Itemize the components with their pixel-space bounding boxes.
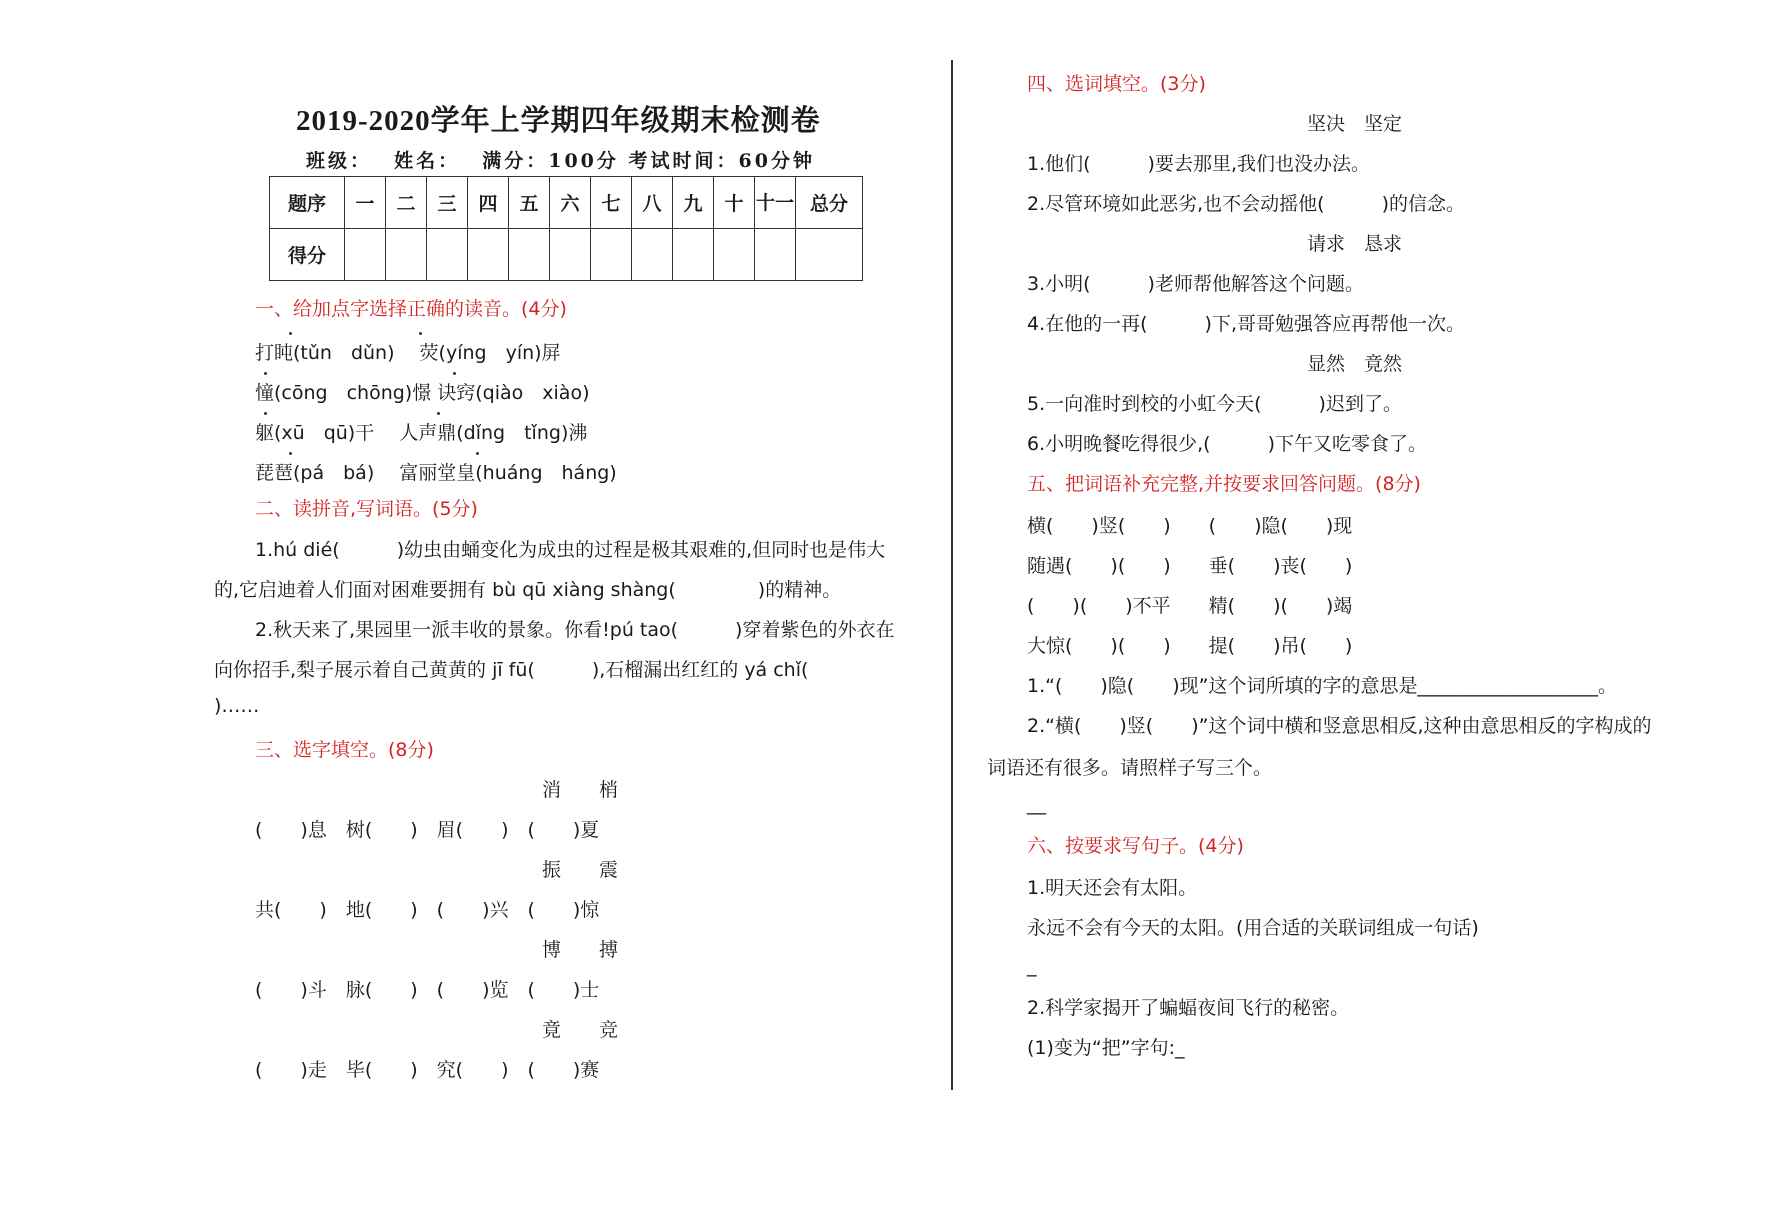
question: 2.科学家揭开了蝙蝠夜间飞行的秘密。 — [1027, 997, 1350, 1019]
score-table — [269, 176, 863, 281]
section2-line: 的,它启迪着人们面对困难要拥有 bù qū xiàng shàng( )的精神。 — [214, 579, 842, 601]
question: 6.小明晚餐吃得很少,( )下午又吃零食了。 — [1027, 433, 1427, 455]
section5-heading: 五、把词语补充完整,并按要求回答问题。(8分) — [1027, 473, 1421, 495]
question: 2.尽管环境如此恶劣,也不会动摇他( )的信念。 — [1027, 193, 1465, 215]
emphasis-dot — [437, 412, 440, 415]
score-cell[interactable] — [427, 229, 468, 281]
answer-blank[interactable]: __ — [1027, 793, 1046, 815]
choice-words: 显然 竟然 — [1307, 353, 1403, 375]
fill-line: ( )走 毕( ) 究( ) ( )赛 — [255, 1059, 600, 1081]
header-label: 题序 — [270, 177, 345, 229]
emphasis-dot — [264, 372, 267, 375]
question: 词语还有很多。请照样子写三个。 — [987, 757, 1273, 779]
question: 3.小明( )老师帮他解答这个问题。 — [1027, 273, 1364, 295]
idiom-row: ( )( )不平 精( )( )竭 — [1027, 595, 1353, 617]
score-cell[interactable] — [509, 229, 550, 281]
score-cell[interactable] — [386, 229, 427, 281]
section1-line: 琵琶(pá bá) 富丽堂皇(huáng háng) — [255, 462, 617, 484]
section2-line: 向你招手,梨子展示着自己黄黄的 jī fū( ),石榴漏出红红的 yá chǐ( — [214, 659, 809, 681]
score-cell[interactable] — [550, 229, 591, 281]
score-cell[interactable] — [673, 229, 714, 281]
choice-words: 消 梢 — [542, 779, 619, 801]
choice-words: 振 震 — [542, 859, 619, 881]
question: 永远不会有今天的太阳。(用合适的关联词组成一句话) — [1027, 917, 1479, 939]
col-11: 十一 — [755, 177, 796, 229]
col-8: 八 — [632, 177, 673, 229]
col-10: 十 — [714, 177, 755, 229]
exam-info: 班级： 姓名： 满分：100分 考试时间：60分钟 — [306, 150, 815, 172]
section2-line: 2.秋天来了,果园里一派丰收的景象。你看!pú tao( )穿着紫色的外衣在 — [255, 619, 895, 641]
idiom-row: 横( )竖( ) ( )隐( )现 — [1027, 515, 1353, 537]
score-cell[interactable] — [632, 229, 673, 281]
answer-blank[interactable]: _ — [1027, 955, 1037, 977]
fill-line: ( )斗 脉( ) ( )览 ( )士 — [255, 979, 600, 1001]
col-9: 九 — [673, 177, 714, 229]
choice-words: 坚决 坚定 — [1307, 113, 1403, 135]
idiom-row: 大惊( )( ) 提( )吊( ) — [1027, 635, 1353, 657]
column-divider — [951, 60, 953, 1090]
col-4: 四 — [468, 177, 509, 229]
score-cell[interactable] — [796, 229, 863, 281]
question: 4.在他的一再( )下,哥哥勉强答应再帮他一次。 — [1027, 313, 1465, 335]
choice-words: 竟 竞 — [542, 1019, 619, 1041]
section2-line: )…… — [214, 695, 260, 717]
col-2: 二 — [386, 177, 427, 229]
col-3: 三 — [427, 177, 468, 229]
section1-line: 憧(cōng chōng)憬 诀窍(qiào xiào) — [255, 382, 590, 404]
section1-line: 打盹(tǔn dǔn) 荧(yíng yín)屏 — [255, 342, 561, 364]
total-label: 总分 — [796, 177, 863, 229]
score-cell[interactable] — [755, 229, 796, 281]
question: 5.一向准时到校的小虹今天( )迟到了。 — [1027, 393, 1402, 415]
section1-line: 躯(xū qū)干 人声鼎(dǐng tǐng)沸 — [255, 422, 588, 444]
emphasis-dot — [453, 372, 456, 375]
fill-line: ( )息 树( ) 眉( ) ( )夏 — [255, 819, 600, 841]
score-cell[interactable] — [345, 229, 386, 281]
emphasis-dot — [419, 332, 422, 335]
score-cell[interactable] — [468, 229, 509, 281]
col-1: 一 — [345, 177, 386, 229]
page-title: 2019-2020学年上学期四年级期末检测卷 — [296, 105, 821, 137]
choice-words: 请求 恳求 — [1307, 233, 1403, 255]
emphasis-dot — [264, 412, 267, 415]
score-table-header-row — [270, 177, 863, 229]
section4-heading: 四、选词填空。(3分) — [1027, 73, 1206, 95]
emphasis-dot — [289, 452, 292, 455]
emphasis-dot — [289, 332, 292, 335]
col-5: 五 — [509, 177, 550, 229]
section2-heading: 二、读拼音,写词语。(5分) — [255, 498, 478, 520]
score-table-score-row — [270, 229, 863, 281]
score-cell[interactable] — [591, 229, 632, 281]
col-6: 六 — [550, 177, 591, 229]
col-7: 七 — [591, 177, 632, 229]
section3-heading: 三、选字填空。(8分) — [255, 739, 434, 761]
fill-line: 共( ) 地( ) ( )兴 ( )惊 — [255, 899, 600, 921]
section2-line: 1.hú dié( )幼虫由蛹变化为成虫的过程是极其艰难的,但同时也是伟大 — [255, 539, 886, 561]
section1-heading: 一、给加点字选择正确的读音。(4分) — [255, 298, 567, 320]
score-label: 得分 — [270, 229, 345, 281]
question: 2.“横( )竖( )”这个词中横和竖意思相反,这种由意思相反的字构成的 — [1027, 715, 1652, 737]
question: 1.明天还会有太阳。 — [1027, 877, 1198, 899]
idiom-row: 随遇( )( ) 垂( )丧( ) — [1027, 555, 1353, 577]
section6-heading: 六、按要求写句子。(4分) — [1027, 835, 1244, 857]
question: (1)变为“把”字句:_ — [1027, 1037, 1185, 1059]
question: 1.他们( )要去那里,我们也没办法。 — [1027, 153, 1370, 175]
question: 1.“( )隐( )现”这个词所填的字的意思是___________________。 — [1027, 675, 1617, 697]
choice-words: 博 搏 — [542, 939, 619, 961]
score-cell[interactable] — [714, 229, 755, 281]
emphasis-dot — [476, 452, 479, 455]
